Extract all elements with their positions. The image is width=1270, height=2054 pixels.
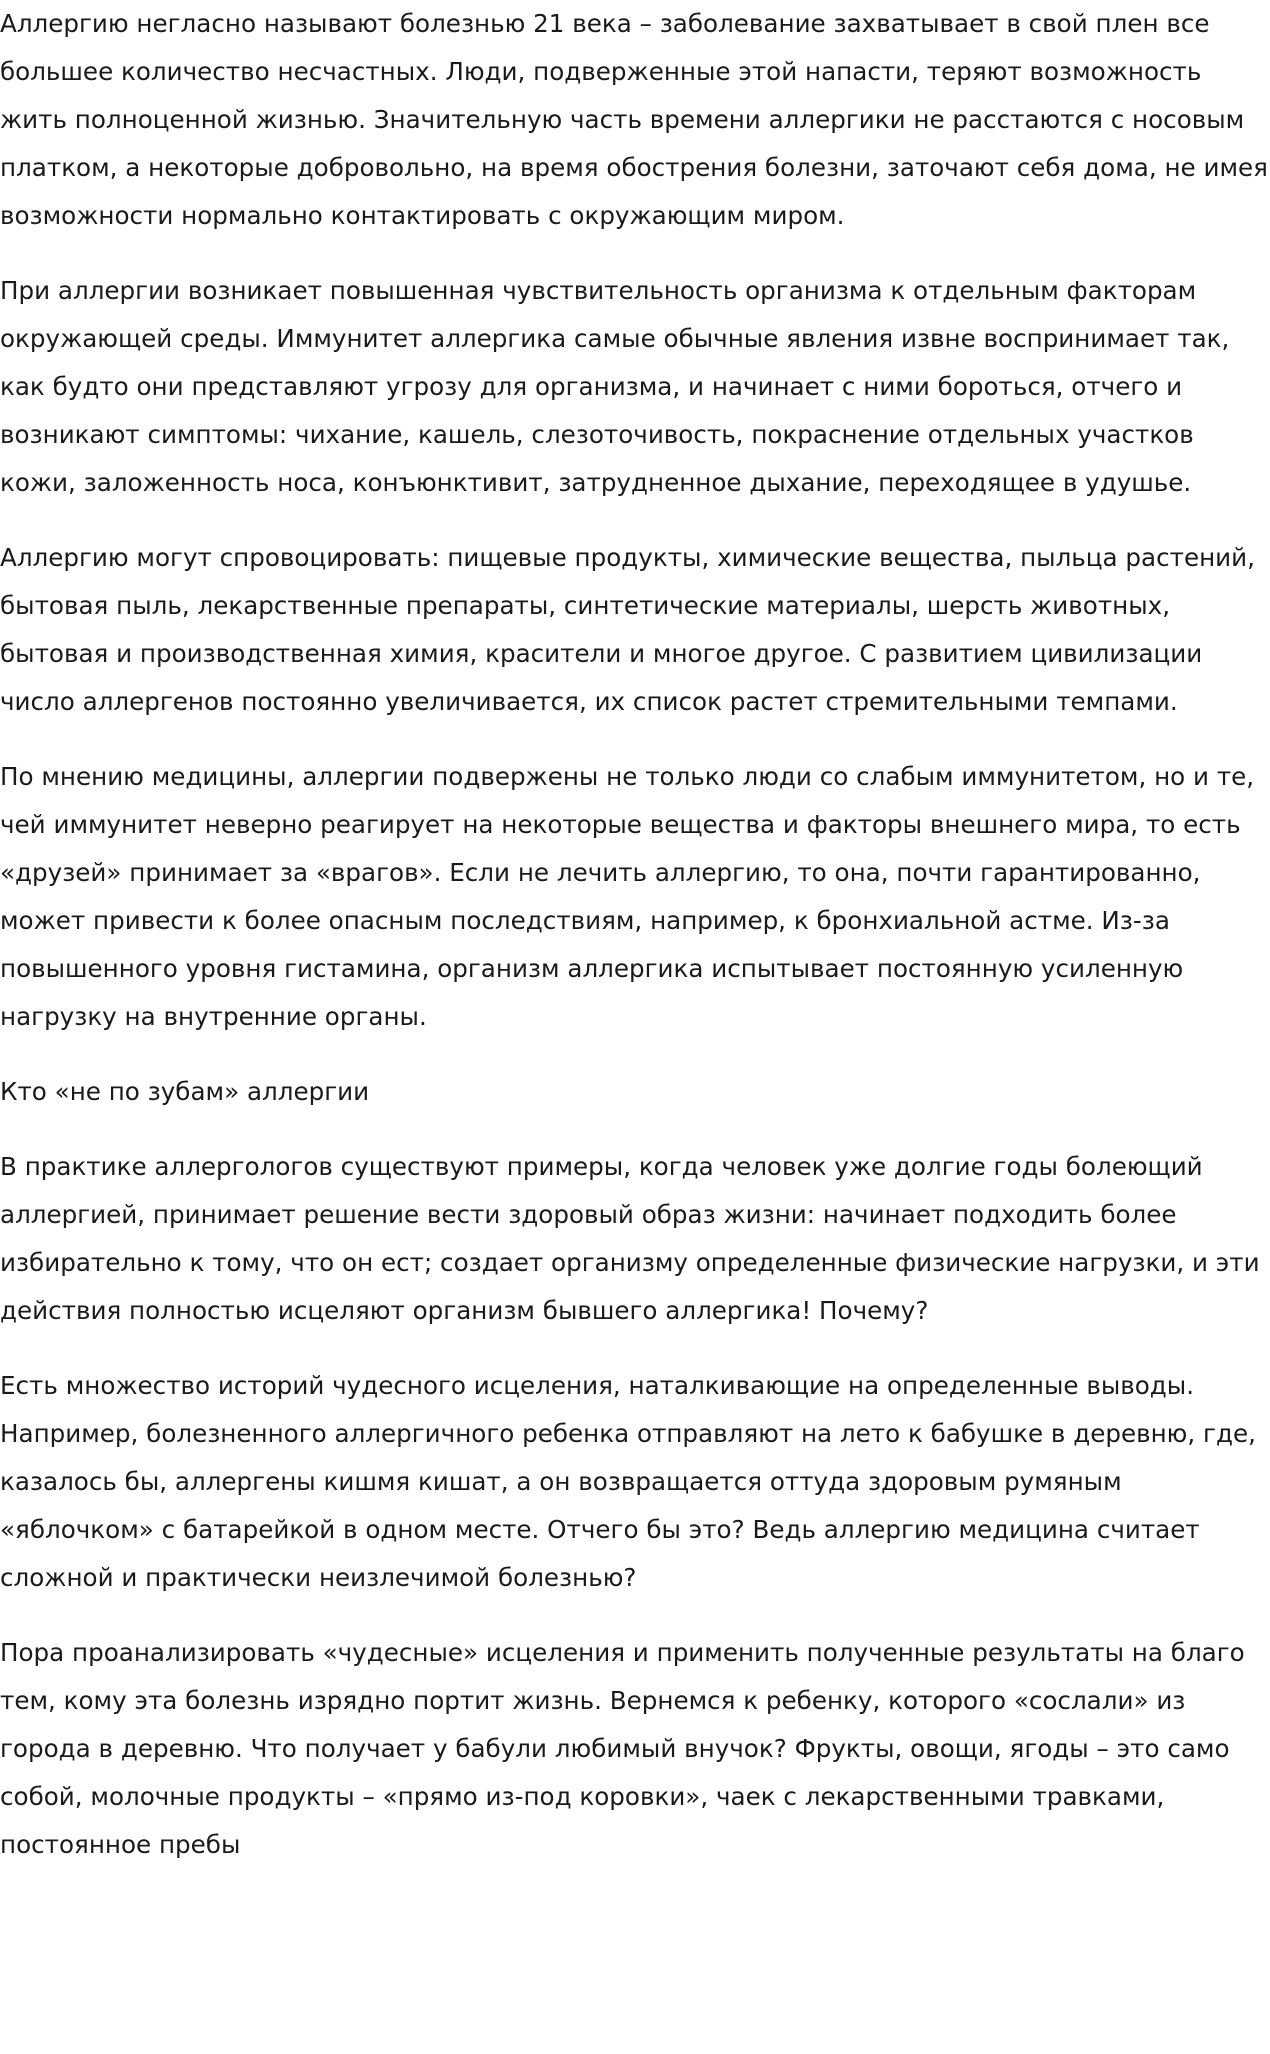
- paragraph-analysis: Пора проанализировать «чудесные» исцеления и применить полученные результаты на благо тем, кому эта болезнь изрядно портит жизнь. Вернемся к ребенку, которого «сослали» из города в деревню. Что получает у бабули любимый внучок? Фрукты, овощи, ягоды – это само собой, молочные продукты – «прямо из-под коровки», чаек с лекарственными травками, постоянное пребы: [0, 1638, 1245, 1859]
- paragraph-allergens: Аллергию могут спровоцировать: пищевые продукты, химические вещества, пыльца растений, бытовая пыль, лекарственные препараты, синтетические материалы, шерсть животных, бытовая и производственная химия, красители и многое другое. С развитием цивилизации число аллергенов постоянно увеличивается, их список растет стремительными темпами.: [0, 543, 1255, 716]
- paragraph-symptoms: При аллергии возникает повышенная чувствительность организма к отдельным факторам окружающей среды. Иммунитет аллергика самые обычные явления извне воспринимает так, как будто они представляют угрозу для организма, и начинает с ними бороться, отчего и возникают симптомы: чихание, кашель, слезоточивость, покраснение отдельных участков кожи, заложенность носа, конъюнктивит, затрудненное дыхание, переходящее в удушье.: [0, 276, 1230, 497]
- section-heading: Кто «не по зубам» аллергии: [0, 1077, 370, 1106]
- paragraph-healing-stories: Есть множество историй чудесного исцеления, наталкивающие на определенные выводы. Например, болезненного аллергичного ребенка отправляют на лето к бабушке в деревню, где, казалось бы, аллергены кишмя кишат, а он возвращается оттуда здоровым румяным «яблочком» с батарейкой в одном месте. Отчего бы это? Ведь аллергию медицина считает сложной и практически неизлечимой болезнью?: [0, 1371, 1256, 1592]
- paragraph-intro: Аллергию негласно называют болезнью 21 века – заболевание захватывает в свой плен все большее количество несчастных. Люди, подверженные этой напасти, теряют возможность жить полноценной жизнью. Значительную часть времени аллергики не расстаются с носовым платком, а некоторые добровольно, на время обострения болезни, заточают себя дома, не имея возможности нормально контактировать с окружающим миром.: [0, 9, 1268, 230]
- paragraph-practice-examples: В практике аллергологов существуют примеры, когда человек уже долгие годы болеющий аллергией, принимает решение вести здоровый образ жизни: начинает подходить более избирательно к тому, что он ест; создает организму определенные физические нагрузки, и эти действия полностью исцеляют организм бывшего аллергика! Почему?: [0, 1152, 1260, 1325]
- paragraph-medicine-opinion: По мнению медицины, аллергии подвержены не только люди со слабым иммунитетом, но и те, чей иммунитет неверно реагирует на некоторые вещества и факторы внешнего мира, то есть «друзей» принимает за «врагов». Если не лечить аллергию, то она, почти гарантированно, может привести к более опасным последствиям, например, к бронхиальной астме. Из-за повышенного уровня гистамина, организм аллергика испытывает постоянную усиленную нагрузку на внутренние органы.: [0, 762, 1255, 1031]
